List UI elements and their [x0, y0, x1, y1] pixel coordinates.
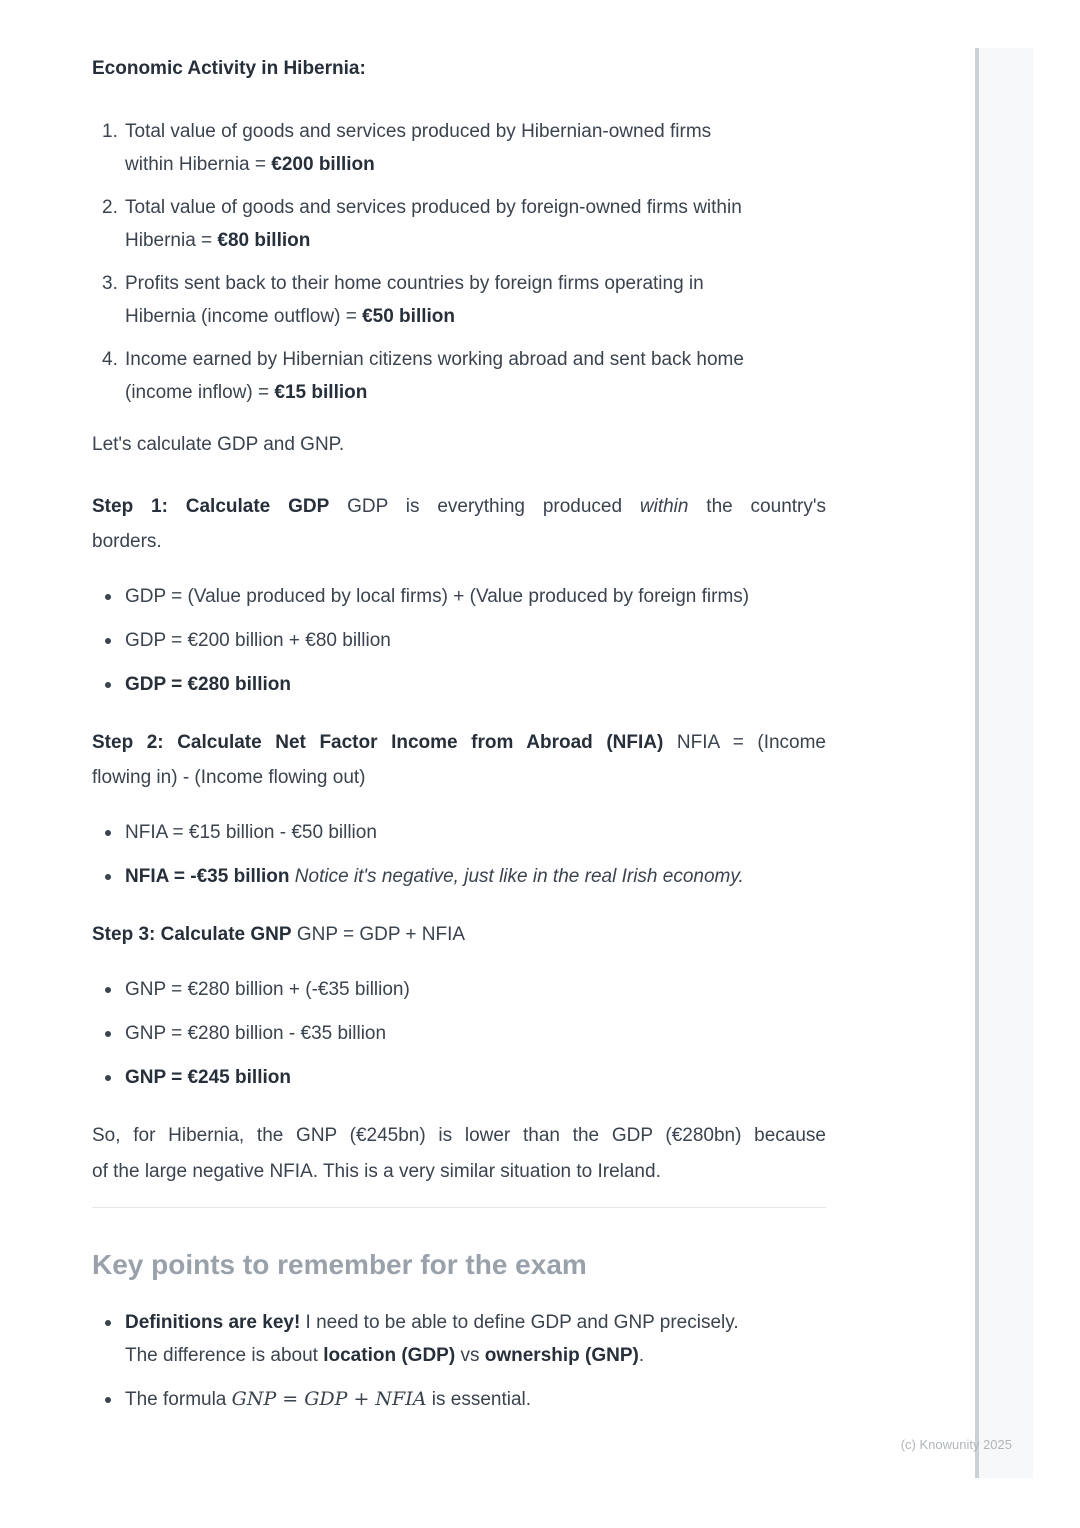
list-item-text: Profits sent back to their home countries by foreign firms operating in Hibernia (income outflow) = €50 billion: [125, 273, 704, 327]
bullet-item: [92, 1306, 826, 1372]
section-divider: [92, 1207, 826, 1208]
bullet-item: [92, 624, 826, 657]
lead-paragraph: Let's calculate GDP and GNP.: [92, 434, 345, 455]
bullet-icon: [105, 682, 111, 688]
key-points-heading: Key points to remember for the exam: [92, 1249, 587, 1280]
bullet-text: GNP = €280 billion - €35 billion: [125, 1023, 387, 1044]
bullet-item: [92, 860, 826, 893]
list-item-text: Total value of goods and services produced by foreign-owned firms within Hibernia = €80 billion: [125, 197, 742, 251]
scrollbar-thumb[interactable]: [975, 48, 979, 1478]
step-2-paragraph: Step 2: Calculate Net Factor Income from Abroad (NFIA) NFIA = (Income flowing in) - (Income flowing out): [92, 732, 827, 788]
bullet-text: GNP = €245 billion: [125, 1067, 291, 1088]
list-item-text: Total value of goods and services produced by Hibernian-owned firms within Hibernia = €200 billion: [125, 121, 712, 175]
bullet-icon: [105, 830, 111, 836]
bullet-icon: [105, 987, 111, 993]
step-1-bullets: [92, 580, 826, 701]
list-number: 3.: [102, 273, 118, 294]
list-item-4: [92, 343, 826, 409]
bullet-text: Definitions are key! I need to be able to define GDP and GNP precisely. The difference is about location (GDP) vs ownership (GNP).: [125, 1312, 739, 1366]
bullet-text: GNP = €280 billion + (-€35 billion): [125, 979, 410, 1000]
bullet-icon: [105, 1031, 111, 1037]
bullet-item: [92, 1017, 826, 1050]
list-number: 4.: [102, 349, 118, 370]
bullet-item: [92, 1061, 826, 1094]
bullet-icon: [105, 1320, 111, 1326]
summary-paragraph: So, for Hibernia, the GNP (€245bn) is lower than the GDP (€280bn) because of the large negative NFIA. This is a very similar situation to Ireland.: [92, 1125, 826, 1182]
bullet-icon: [105, 594, 111, 600]
list-item-1: [92, 115, 826, 181]
bullet-item: [92, 1383, 826, 1416]
copyright-watermark: (c) Knowunity 2025: [900, 1437, 1012, 1452]
key-points-list: [92, 1306, 826, 1416]
bullet-text: NFIA = €15 billion - €50 billion: [125, 822, 377, 843]
bullet-text: GDP = €200 billion + €80 billion: [125, 630, 391, 651]
bullet-text: The formula GNP = GDP + NFIA is essential.: [125, 1388, 532, 1410]
list-number: 1.: [102, 121, 118, 142]
step-3-bullets: [92, 973, 826, 1094]
bullet-icon: [105, 1397, 111, 1403]
bullet-item: [92, 668, 826, 701]
bullet-icon: [105, 874, 111, 880]
numbered-list: [92, 115, 826, 409]
bullet-icon: [105, 638, 111, 644]
list-item-3: [92, 267, 826, 333]
step-2-section: [92, 725, 826, 893]
bullet-icon: [105, 1075, 111, 1081]
step-3-paragraph: Step 3: Calculate GNP GNP = GDP + NFIA: [92, 924, 466, 945]
bullet-item: [92, 973, 826, 1006]
bullet-item: [92, 816, 826, 849]
bullet-text: GDP = (Value produced by local firms) + (Value produced by foreign firms): [125, 586, 750, 607]
step-1-section: [92, 489, 826, 701]
section-title: Economic Activity in Hibernia:: [92, 58, 366, 79]
bullet-item: [92, 580, 826, 613]
list-item-text: Income earned by Hibernian citizens working abroad and sent back home (income inflow) = €15 billion: [125, 349, 744, 403]
bullet-text: GDP = €280 billion: [125, 674, 291, 695]
step-3-section: [92, 917, 826, 1094]
list-number: 2.: [102, 197, 118, 218]
step-1-paragraph: Step 1: Calculate GDP GDP is everything produced within the country's borders.: [92, 496, 826, 552]
list-item-2: [92, 191, 826, 257]
scrollbar-track[interactable]: [975, 48, 1033, 1478]
step-2-bullets: [92, 816, 826, 893]
bullet-text: NFIA = -€35 billion Notice it's negative, just like in the real Irish economy.: [125, 866, 744, 887]
document-content: [92, 56, 826, 1416]
